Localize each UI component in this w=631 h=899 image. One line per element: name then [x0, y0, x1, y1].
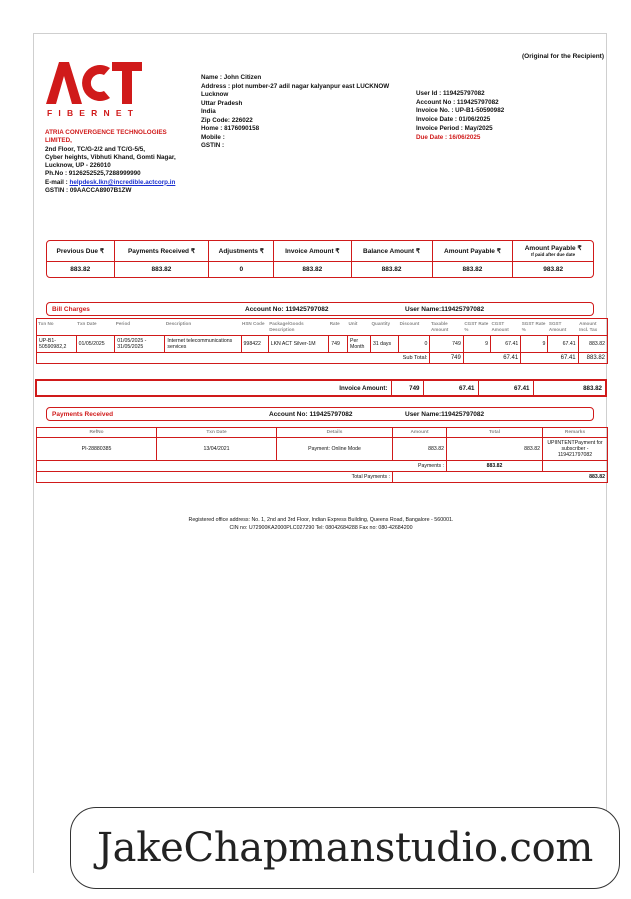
col-header: Amount Incl. Tax: [578, 319, 607, 336]
company-phone: Ph.No : 9126252525,7288999990: [45, 170, 141, 178]
payments-title: Payments Received: [52, 411, 114, 418]
cell-rate: 749: [329, 335, 348, 352]
invoice-total: 883.82: [583, 384, 602, 392]
bill-charges-table: [36, 318, 608, 364]
summary-header: Invoice Amount ₹: [274, 241, 351, 261]
col-header: RefNo: [37, 428, 157, 438]
customer-home: Home : 8176090158: [201, 125, 260, 132]
col-header: HSN Code: [241, 319, 268, 336]
account-details: [416, 90, 606, 142]
customer-city: Lucknow: [201, 91, 229, 98]
amount-payable-late-value: 983.82: [543, 265, 564, 273]
company-address-1: 2nd Floor, TC/G-2/2 and TC/G-5/5,: [45, 145, 146, 153]
col-header: Taxable Amount: [430, 319, 463, 336]
summary-header: Adjustments ₹: [209, 241, 274, 261]
invoice-taxable: 749: [391, 381, 423, 395]
cell-txn-date: 01/05/2025: [76, 335, 115, 352]
company-email: [45, 179, 185, 187]
footer-address: Registered office address: No. 1, 2nd and 3rd Floor, Indian Express Building, Queens Road, Bangalore - 560001.: [188, 517, 454, 523]
invoice-sgst: 67.41: [478, 381, 533, 395]
col-header: Discount: [399, 319, 430, 336]
col-header: Txn Date: [76, 319, 115, 336]
cell-taxable: 749: [430, 335, 463, 352]
invoice-amount-label: Invoice Amount:: [37, 381, 391, 395]
logo-wordmark: FIBERNET: [47, 108, 140, 118]
company-gstin: GSTIN : 09AACCA8907B1ZW: [45, 187, 132, 195]
payments-header: [46, 407, 594, 421]
cell-amount-incl: 883.82: [578, 335, 607, 352]
payments-received-value: 883.82: [114, 261, 209, 277]
act-fibernet-logo: [44, 58, 144, 118]
cell-quantity: 31 days: [370, 335, 398, 352]
subtotal-taxable: 749: [430, 352, 463, 363]
subtotal-row: [37, 352, 608, 363]
payments-value: 883.82: [447, 461, 543, 472]
cell-hsn: 998422: [241, 335, 268, 352]
summary-header: Payments Received ₹: [114, 241, 209, 261]
copy-label: (Original for the Recipient): [522, 53, 604, 60]
col-header: Quantity: [370, 319, 398, 336]
bill-charges-user: User Name:119425797082: [405, 306, 485, 313]
cell-cgst-amount: 67.41: [490, 335, 520, 352]
cell-txn-date: 13/04/2021: [157, 438, 277, 461]
subtotal-label: Sub Total:: [37, 352, 430, 363]
col-header: Description: [165, 319, 241, 336]
col-header: Package/Goods Description: [268, 319, 329, 336]
cell-description: Internet telecommunications services: [165, 335, 241, 352]
col-header: CGST Amount: [490, 319, 520, 336]
customer-zip: Zip Code: 226022: [201, 116, 253, 124]
col-header: SGST Rate %: [521, 319, 548, 336]
cell-package: LKN ACT Silver-1M: [268, 335, 329, 352]
cell-total: 883.82: [447, 438, 543, 461]
footer-cin: CIN no: U72900KA2000PLC027290 Tel: 08042684288 Fax no: 080-42684200: [229, 524, 413, 531]
cell-refno: PI-28880385: [37, 438, 157, 461]
col-header: CGST Rate %: [463, 319, 490, 336]
company-address-3: Lucknow, UP - 226010: [45, 162, 111, 170]
customer-address: Address : plot number-27 adil nagar kalyanpur east LUCKNOW: [201, 82, 390, 90]
cell-period: 01/05/2025 - 31/05/2025: [115, 335, 165, 352]
email-label: E-mail :: [45, 178, 70, 186]
user-id: User Id : 119425797082: [416, 90, 485, 97]
col-header: Txn Date: [157, 428, 277, 438]
col-header: Unit: [348, 319, 371, 336]
amount-payable-value: 883.82: [432, 261, 513, 277]
col-header: Total: [447, 428, 543, 438]
customer-country: India: [201, 108, 216, 115]
email-link[interactable]: helpdesk.lkn@incredible.actcorp.in: [69, 178, 176, 186]
invoice-page: [33, 33, 607, 873]
invoice-amount-value: 883.82: [274, 261, 351, 277]
customer-name: Name : John Citizen: [201, 74, 262, 81]
watermark-banner: JakeChapmanstudio.com: [70, 807, 620, 889]
cell-discount: 0: [399, 335, 430, 352]
table-row: [37, 335, 608, 352]
col-header: Amount: [393, 428, 447, 438]
previous-due-value: 883.82: [47, 261, 114, 277]
company-address-2: Cyber heights, Vibhuti Khand, Gomti Nagar,: [45, 153, 176, 161]
company-details: [45, 129, 185, 195]
col-header: Period: [115, 319, 165, 336]
invoice-total-bar: [35, 379, 607, 397]
adjustments-value: 0: [209, 261, 274, 277]
total-payments-value: 883.82: [393, 472, 608, 483]
payments-label: Payments :: [37, 461, 447, 472]
payments-account: Account No: 119425797082: [269, 411, 353, 418]
subtotal-amount: 883.82: [578, 352, 607, 363]
summary-header-late: [513, 241, 593, 261]
empty-cell: [543, 461, 608, 472]
payments-header-row: [37, 428, 608, 438]
cell-details: Payment: Online Mode: [277, 438, 393, 461]
col-header: SGST Amount: [548, 319, 578, 336]
summary-header: Previous Due ₹: [47, 241, 114, 261]
payments-sum-row: [37, 461, 608, 472]
cell-unit: Per Month: [348, 335, 371, 352]
cell-txn-no: UP-B1-50590982,2: [37, 335, 77, 352]
customer-details: [201, 74, 421, 151]
cell-cgst-rate: 9: [463, 335, 490, 352]
payments-table: [36, 427, 608, 483]
charges-header-row: [37, 319, 608, 336]
customer-mobile: Mobile :: [201, 133, 225, 141]
cell-sgst-rate: 9: [521, 335, 548, 352]
col-header: Remarks: [543, 428, 608, 438]
summary-table: [47, 241, 593, 277]
col-header: Txn No: [37, 319, 77, 336]
invoice-date: Invoice Date : 01/06/2025: [416, 116, 491, 124]
customer-gstin: GSTIN :: [201, 142, 225, 149]
invoice-no: Invoice No. : UP-B1-50590982: [416, 107, 505, 115]
payments-user: User Name:119425797082: [405, 411, 485, 418]
invoice-total-table: [37, 381, 605, 395]
cell-sgst-amount: 67.41: [548, 335, 578, 352]
late-note: If paid after due date: [531, 252, 576, 258]
subtotal-cgst: 67.41: [463, 352, 520, 363]
summary-header: Amount Payable ₹: [432, 241, 513, 261]
cell-remarks: UPIINTENTPayment for subscriber - 119421797082: [543, 438, 608, 461]
col-header: Details: [277, 428, 393, 438]
subtotal-sgst: 67.41: [521, 352, 578, 363]
due-date: Due Date : 16/06/2025: [416, 133, 481, 141]
summary-header: Balance Amount ₹: [351, 241, 432, 261]
account-no: Account No : 119425797082: [416, 98, 499, 106]
bill-charges-account: Account No: 119425797082: [245, 306, 329, 313]
bill-charges-title: Bill Charges: [52, 306, 90, 313]
col-header: Rate: [329, 319, 348, 336]
invoice-period: Invoice Period : May/2025: [416, 124, 493, 132]
payments-total-row: [37, 472, 608, 483]
cell-amount: 883.82: [393, 438, 447, 461]
total-payments-label: Total Payments :: [37, 472, 393, 483]
bill-charges-header: [46, 302, 594, 316]
balance-amount-value: 883.82: [351, 261, 432, 277]
company-name: ATRIA CONVERGENCE TECHNOLOGIES LIMITED,: [45, 129, 167, 145]
registered-office-footer: [34, 517, 608, 532]
summary-box: [46, 240, 594, 278]
customer-state: Uttar Pradesh: [201, 99, 243, 107]
invoice-cgst: 67.41: [423, 381, 478, 395]
summary-header: Amount Payable ₹: [524, 245, 582, 253]
table-row: [37, 438, 608, 461]
